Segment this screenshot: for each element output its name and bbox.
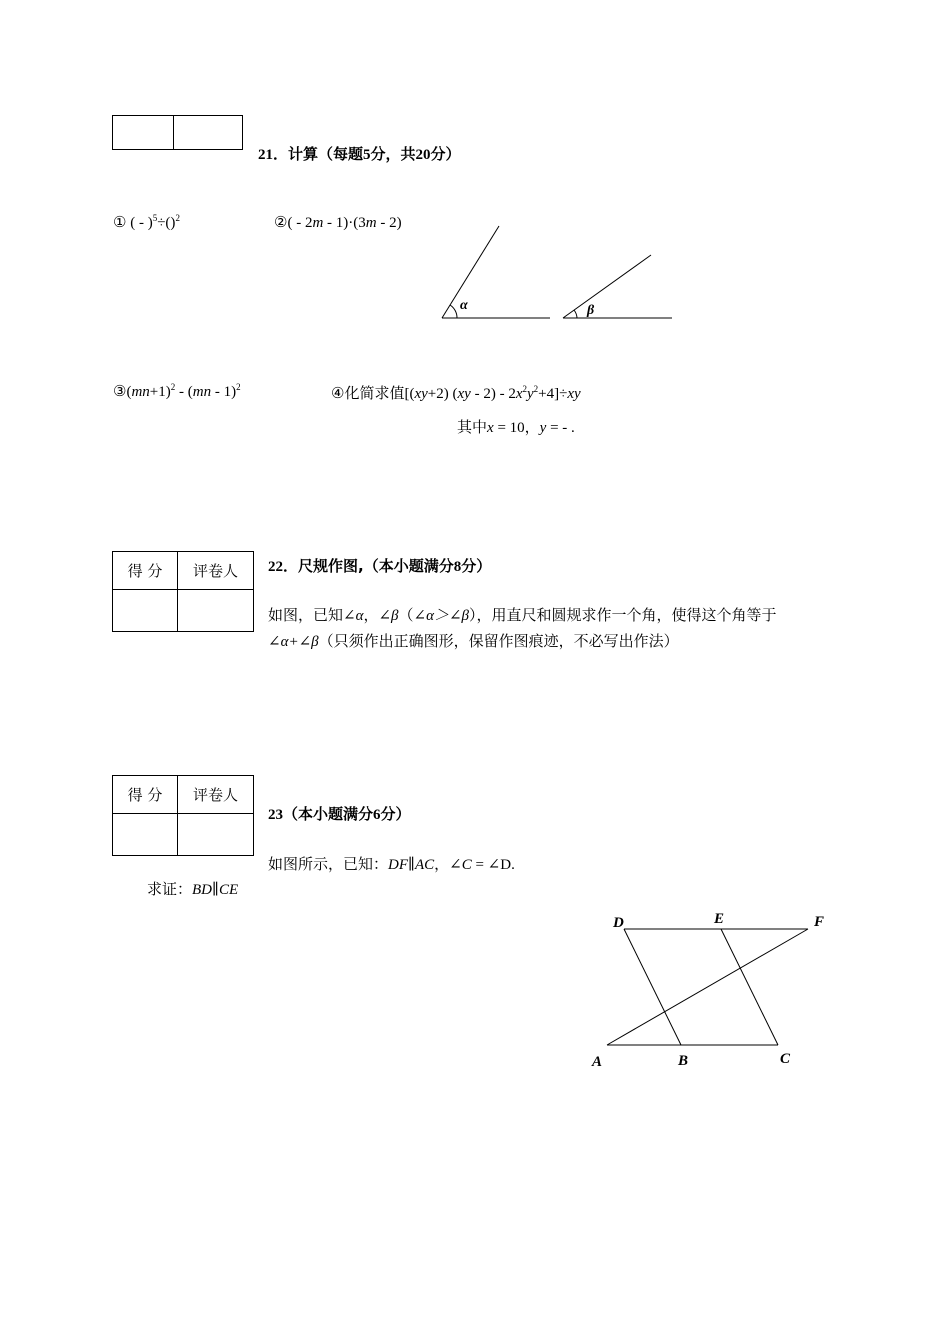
angle-figures	[430, 215, 690, 330]
q21-score-table	[112, 115, 243, 150]
point-C-label: C	[780, 1051, 791, 1067]
q23-score-table	[112, 775, 254, 856]
q22-title: 22．尺规作图,（本小题满分8分）	[268, 557, 492, 575]
q23-grader-label: 评卷人	[178, 776, 254, 814]
segment-AF	[607, 929, 808, 1045]
q23-score-label: 得 分	[113, 776, 178, 814]
beta-label: β	[587, 303, 595, 318]
q21-grader-cell	[174, 116, 243, 150]
q23-prove: 求证：BD∥CE	[147, 880, 239, 898]
alpha-label: α	[460, 298, 468, 313]
q22-score-table	[112, 551, 254, 632]
q22-score-cell	[113, 590, 178, 632]
q22-line-2: ∠α+∠β（只须作出正确图形，保留作图痕迹，不必写出作法）	[268, 632, 679, 650]
q21-condition: 其中x = 10，y = - .	[457, 418, 575, 436]
q23-title: 23（本小题满分6分）	[268, 805, 411, 823]
q22-grader-cell	[178, 590, 254, 632]
q22-line-1: 如图，已知∠α，∠β（∠α＞∠β），用直尺和圆规求作一个角，使得这个角等于	[268, 606, 777, 624]
q22-grader-label: 评卷人	[178, 552, 254, 590]
q23-given: 如图所示，已知：DF∥AC，∠C = ∠D.	[268, 855, 515, 873]
q21-problem-2: ②( - 2m - 1)·(3m - 2)	[274, 215, 402, 231]
point-F-label: F	[814, 914, 825, 930]
angle-beta	[563, 255, 672, 318]
q23-grader-cell	[178, 814, 254, 856]
point-E-label: E	[714, 911, 725, 927]
q21-problem-1: ① ( - )$^5$÷()$^2$	[113, 213, 180, 231]
q21-score-cell	[113, 116, 174, 150]
point-B-label: B	[678, 1053, 689, 1069]
geometry-figure	[585, 905, 835, 1075]
q22-score-label: 得 分	[113, 552, 178, 590]
q23-score-cell	[113, 814, 178, 856]
q21-problem-3: $③(mn+1)^2 - (mn - 1)^2$	[113, 382, 241, 400]
point-D-label: D	[613, 915, 624, 931]
q21-problem-4: ④化简求值[(xy+2) $(xy - 2) - 2x^2y^2+4]\div xy$	[331, 384, 581, 402]
q21-title: 21．计算（每题5分，共20分）	[258, 145, 461, 163]
segment-EC	[721, 929, 778, 1045]
point-A-label: A	[592, 1054, 603, 1070]
angle-alpha	[442, 226, 550, 318]
segment-DB	[624, 929, 681, 1045]
